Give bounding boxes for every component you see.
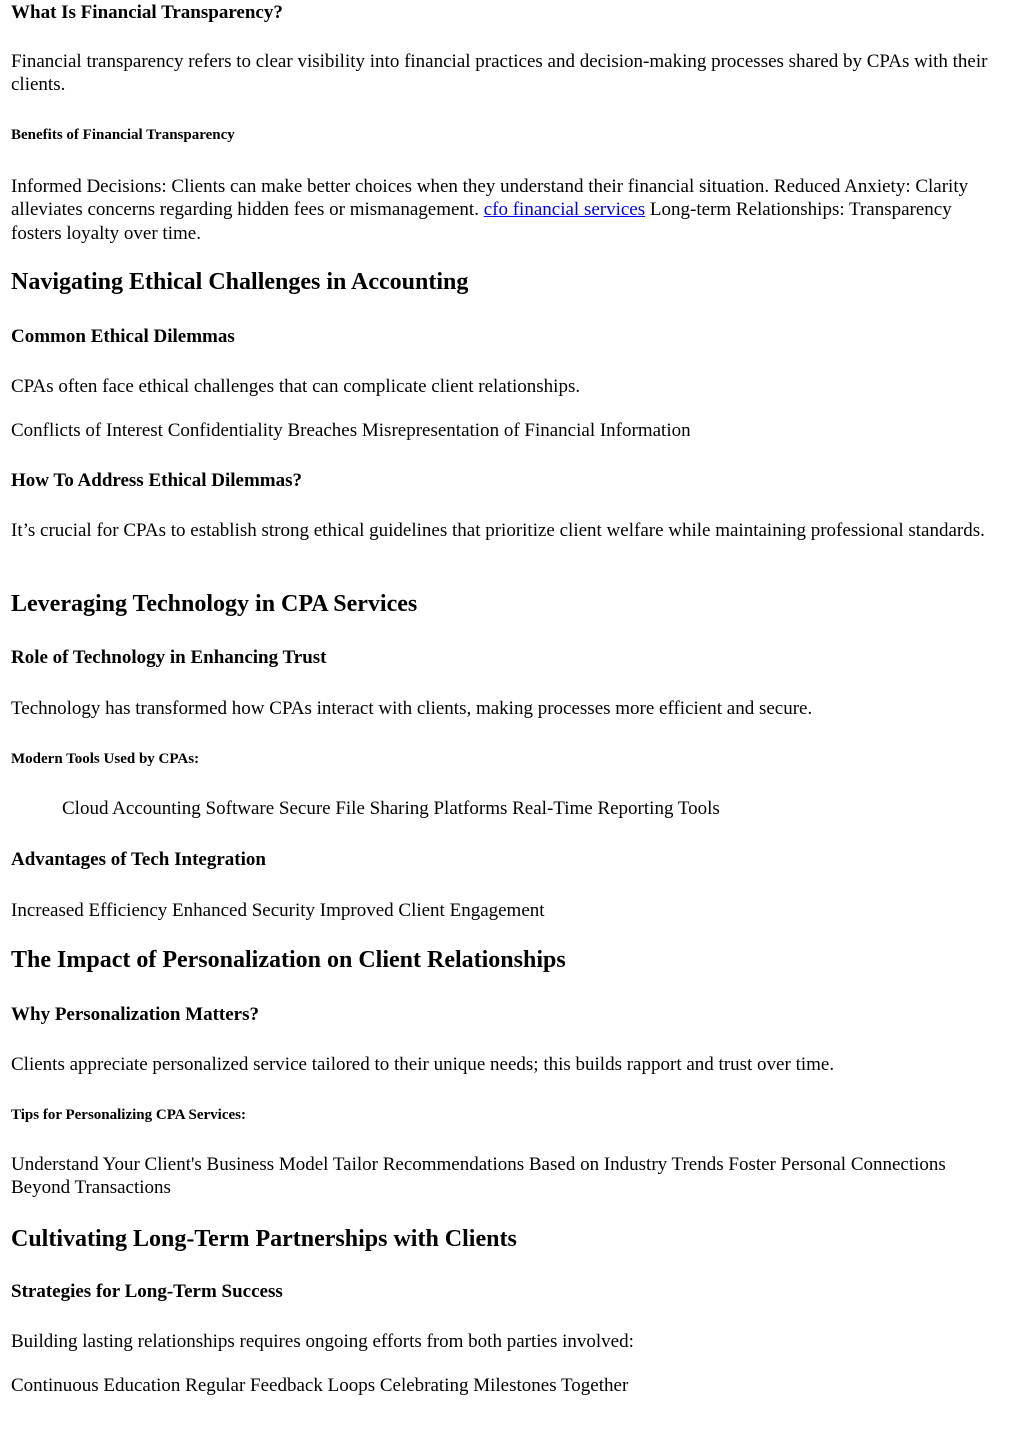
transparency-heading: What Is Financial Transparency? <box>11 2 283 23</box>
role-text: Technology has transformed how CPAs interact with clients, making processes more efficient and secure. <box>11 698 813 719</box>
tools-heading: Modern Tools Used by CPAs: <box>11 751 200 767</box>
advantages-list: Increased Efficiency Enhanced Security Improved Client Engagement <box>11 900 545 921</box>
technology-heading: Leveraging Technology in CPA Services <box>11 591 418 617</box>
address-heading: How To Address Ethical Dilemmas? <box>11 470 303 491</box>
dilemmas-intro: CPAs often face ethical challenges that can complicate client relationships. <box>11 376 581 397</box>
partnerships-heading: Cultivating Long-Term Partnerships with Clients <box>11 1226 517 1252</box>
advantages-heading: Advantages of Tech Integration <box>11 849 266 870</box>
benefits-heading: Benefits of Financial Transparency <box>11 127 235 143</box>
address-text: It’s crucial for CPAs to establish strong ethical guidelines that prioritize client welfare while maintaining professional standards. <box>11 520 985 541</box>
benefits-text-after: Long-term Relationships: Transparency fosters loyalty over time. <box>11 199 952 244</box>
personalization-heading: The Impact of Personalization on Client Relationships <box>11 947 566 973</box>
dilemmas-list: Conflicts of Interest Confidentiality Breaches Misrepresentation of Financial Information <box>11 420 691 441</box>
strategies-list: Continuous Education Regular Feedback Loops Celebrating Milestones Together <box>11 1375 629 1396</box>
tips-text: Understand Your Client's Business Model Tailor Recommendations Based on Industry Trends Foster Personal Connections Beyond Transactions <box>11 1154 946 1199</box>
tools-list: Cloud Accounting Software Secure File Sharing Platforms Real-Time Reporting Tools <box>62 798 720 819</box>
strategies-heading: Strategies for Long-Term Success <box>11 1281 283 1302</box>
dilemmas-heading: Common Ethical Dilemmas <box>11 326 235 347</box>
why-text: Clients appreciate personalized service tailored to their unique needs; this builds rapport and trust over time. <box>11 1054 835 1075</box>
cfo-financial-services-link[interactable]: cfo financial services <box>483 199 646 221</box>
transparency-intro: Financial transparency refers to clear visibility into financial practices and decision-making processes shared by CPAs with their clients. <box>11 51 988 96</box>
benefits-paragraph <box>11 175 996 245</box>
strategies-intro: Building lasting relationships requires ongoing efforts from both parties involved: <box>11 1331 634 1352</box>
why-heading: Why Personalization Matters? <box>11 1004 260 1025</box>
tips-heading: Tips for Personalizing CPA Services: <box>11 1107 246 1123</box>
benefits-text-before: Informed Decisions: Clients can make better choices when they understand their financial situation. Reduced Anxiety: Clarity alleviates concerns regarding hidden fees or mismanagement. <box>11 176 969 221</box>
ethics-heading: Navigating Ethical Challenges in Accounting <box>11 269 469 295</box>
role-heading: Role of Technology in Enhancing Trust <box>11 647 327 668</box>
